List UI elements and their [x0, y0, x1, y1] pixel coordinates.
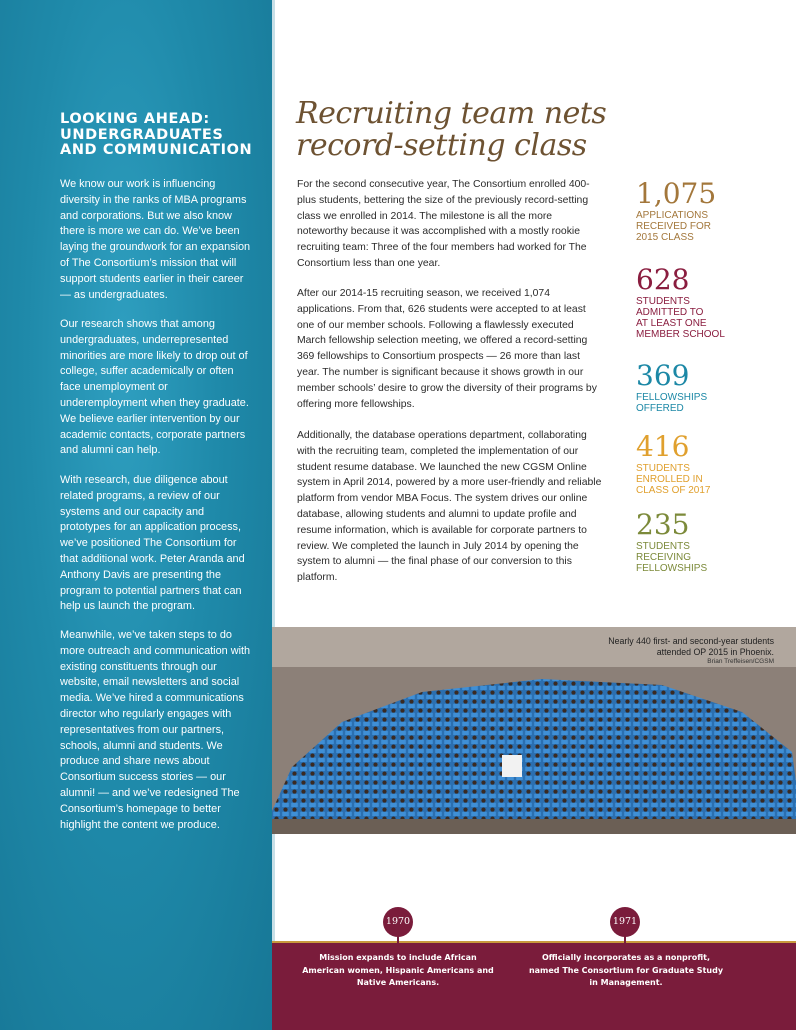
timeline-event-text: Officially incorporates as a nonprofit, named The Consortium for Graduate Study in Management. [528, 953, 724, 987]
article-title: Recruiting team nets record-setting class [296, 96, 607, 163]
stat-admitted [636, 263, 786, 340]
stat-value: 416 [636, 430, 690, 463]
sidebar-paragraph: We know our work is influencing diversity in the ranks of MBA programs and corporations. But we also know there is more we can do. We’ve been laying the groundwork for an expansion of The Consortium’s mission that will support students earlier in their career — as undergraduates. [60, 178, 251, 301]
stat-fellowships-offered [636, 359, 786, 414]
stat-applications [636, 177, 786, 243]
stat-label: STUDENTS ENROLLED IN CLASS OF 2017 [636, 463, 711, 496]
article-paragraph: Additionally, the database operations department, collaborating with the recruiting team, completed the implementation of our student resume database. We launched the new CGSM Online system in April 2014, powered by a more user-friendly and reliable platform from vendor MBA Focus. The system drives our online database, allowing students and alumni to update profile and resume information, which is available for corporate partners to review. We completed the launch in July 2014 by opening the system to alumni — the final phase of our conversion to this platform. [297, 430, 602, 584]
timeline-marker-stem [397, 936, 399, 944]
timeline-event-text: Mission expands to include African American women, Hispanic Americans and Native Americans. [302, 953, 494, 987]
stat-enrolled [636, 430, 786, 496]
stat-label: APPLICATIONS RECEIVED FOR 2015 CLASS [636, 210, 712, 243]
caption-text: Nearly 440 first- and second-year students attended OP 2015 in Phoenix. [608, 636, 774, 657]
stat-label: STUDENTS RECEIVING FELLOWSHIPS [636, 541, 708, 574]
timeline-marker-stem [624, 936, 626, 944]
sidebar-paragraph: Our research shows that among undergraduates, underrepresented minorities are more likely to drop out of college, suffer academically or often face unemployment or underemployment when they graduate. We believe earlier intervention by our academic contacts, corporate partners and alumni can help. [60, 318, 249, 457]
timeline-year-marker: 1971 [610, 907, 640, 937]
timeline-year-marker: 1970 [383, 907, 413, 937]
stat-value: 235 [636, 508, 690, 541]
stat-label: STUDENTS ADMITTED TO AT LEAST ONE MEMBER SCHOOL [636, 296, 725, 340]
article-paragraph: After our 2014-15 recruiting season, we received 1,074 applications. From that, 626 students were accepted to at least one of our member schools. Following a flawlessly executed March fellowship selection meeting, we offered a record-setting 369 fellowships to Consortium prospects — 26 more than last year. The number is significant because it shows growth in our member schools’ desire to grow the diversity of their programs by offering more fellowships. [297, 288, 597, 410]
sidebar-title: LOOKING AHEAD: UNDERGRADUATES AND COMMUNICATION [60, 111, 253, 158]
stat-value: 1,075 [636, 177, 717, 210]
photo-caption [604, 636, 774, 667]
stat-label: FELLOWSHIPS OFFERED [636, 392, 708, 414]
article-paragraph: For the second consecutive year, The Consortium enrolled 400-plus students, bettering the size of the previously record-setting class we enrolled in 2014. The milestone is all the more noteworthy because it was accomplished with a mostly rookie recruiting team: Three of the four members had worked for The Consortium less than one year. [297, 179, 590, 269]
sidebar-divider [272, 0, 275, 1030]
sidebar-paragraph: With research, due diligence about related programs, a review of our systems and our capacity and prototypes for an application process, we’ve positioned The Consortium for that additional work. Peter Aranda and Anthony Davis are presenting the program to potential partners that can help us launch the program. [60, 474, 245, 613]
photo-credit: Brian Treffeisen/CGSM [707, 658, 774, 665]
sidebar-paragraph: Meanwhile, we’ve taken steps to do more outreach and communication with existing constituents through our website, email newsletters and social media. We’ve hired a communications director who regularly engages with representatives from our partners, schools, alumni and students. We produce and share news about Consortium success stories — our alumni! — and we’ve redesigned The Consortium’s homepage to better highlight the content we produce. [60, 629, 251, 831]
stat-value: 628 [636, 263, 690, 296]
stat-receiving-fellowships [636, 508, 786, 574]
stat-value: 369 [636, 359, 690, 392]
